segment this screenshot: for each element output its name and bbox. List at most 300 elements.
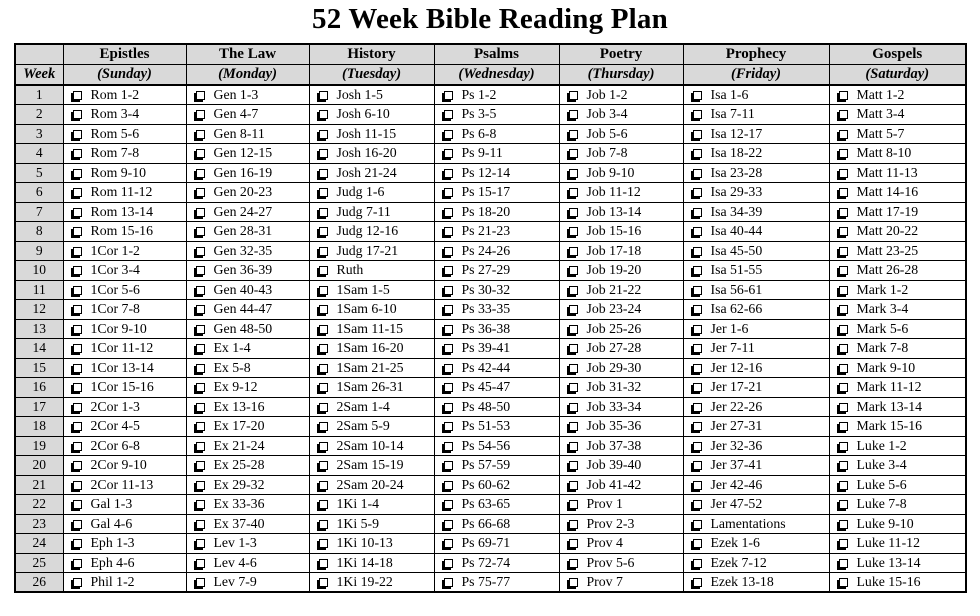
checkbox-icon[interactable] <box>73 403 82 412</box>
checkbox-icon[interactable] <box>693 442 702 451</box>
checkbox-icon[interactable] <box>839 461 848 470</box>
checkbox-icon[interactable] <box>839 344 848 353</box>
checkbox-icon[interactable] <box>839 422 848 431</box>
checkbox-icon[interactable] <box>196 208 205 217</box>
checkbox-icon[interactable] <box>569 481 578 490</box>
table-row <box>15 573 966 593</box>
checkbox-icon[interactable] <box>196 130 205 139</box>
reading-label: Gen 28-31 <box>213 223 273 239</box>
checkbox-icon[interactable] <box>693 227 702 236</box>
checkbox-icon[interactable] <box>196 481 205 490</box>
checkbox-icon[interactable] <box>693 520 702 529</box>
checkbox-icon[interactable] <box>569 364 578 373</box>
checkbox-icon[interactable] <box>444 539 453 548</box>
checkbox-icon[interactable] <box>693 539 702 548</box>
checkbox-icon[interactable] <box>693 578 702 587</box>
checkbox-icon[interactable] <box>73 325 82 334</box>
reading-cell-history <box>309 339 434 359</box>
checkbox-icon[interactable] <box>569 442 578 451</box>
checkbox-icon[interactable] <box>73 559 82 568</box>
reading-cell-gospels <box>829 300 966 320</box>
checkbox-icon[interactable] <box>569 227 578 236</box>
week-number: 20 <box>15 456 63 476</box>
checkbox-icon[interactable] <box>693 325 702 334</box>
reading-label: Luke 15-16 <box>856 574 921 589</box>
reading-label: Gen 40-43 <box>213 281 273 297</box>
checkbox-icon[interactable] <box>693 130 702 139</box>
checkbox-icon[interactable] <box>569 383 578 392</box>
table-row <box>15 144 966 164</box>
checkbox-icon[interactable] <box>196 169 205 178</box>
reading-label: Gen 16-19 <box>213 164 273 180</box>
checkbox-icon[interactable] <box>196 247 205 256</box>
reading-label: Ps 24-26 <box>461 242 511 258</box>
checkbox-icon[interactable] <box>444 149 453 158</box>
checkbox-icon[interactable] <box>73 305 82 314</box>
reading-label: Job 21-22 <box>586 281 642 297</box>
reading-cell-gospels <box>829 241 966 261</box>
reading-label: Lamentations <box>710 515 786 531</box>
reading-label: Mark 11-12 <box>856 379 922 395</box>
checkbox-icon[interactable] <box>319 247 328 256</box>
checkbox-icon[interactable] <box>444 500 453 509</box>
reading-label: Rom 7-8 <box>90 145 140 161</box>
checkbox-icon[interactable] <box>444 442 453 451</box>
reading-label: Gen 24-27 <box>213 203 273 219</box>
checkbox-icon[interactable] <box>569 500 578 509</box>
checkbox-icon[interactable] <box>569 422 578 431</box>
checkbox-icon[interactable] <box>839 110 848 119</box>
column-header-psalms: Psalms <box>434 44 559 64</box>
reading-cell-prophecy <box>683 300 829 320</box>
reading-label: Ps 30-32 <box>461 281 511 297</box>
reading-label: Rom 15-16 <box>90 223 153 239</box>
checkbox-icon[interactable] <box>839 403 848 412</box>
checkbox-icon[interactable] <box>73 169 82 178</box>
reading-cell-psalms <box>434 300 559 320</box>
reading-cell-law <box>186 436 309 456</box>
reading-label: Matt 26-28 <box>856 262 919 278</box>
checkbox-icon[interactable] <box>319 227 328 236</box>
reading-cell-law <box>186 475 309 495</box>
checkbox-icon[interactable] <box>839 188 848 197</box>
checkbox-icon[interactable] <box>319 403 328 412</box>
reading-label: Mark 15-16 <box>856 418 923 434</box>
reading-label: Ps 45-47 <box>461 379 511 395</box>
reading-label: 1Cor 13-14 <box>90 359 154 375</box>
checkbox-icon[interactable] <box>839 91 848 100</box>
checkbox-icon[interactable] <box>693 403 702 412</box>
reading-label: Luke 11-12 <box>856 535 920 551</box>
checkbox-icon[interactable] <box>693 286 702 295</box>
checkbox-icon[interactable] <box>319 286 328 295</box>
checkbox-icon[interactable] <box>693 461 702 470</box>
checkbox-icon[interactable] <box>693 559 702 568</box>
reading-label: Isa 34-39 <box>710 203 763 219</box>
checkbox-icon[interactable] <box>693 247 702 256</box>
checkbox-icon[interactable] <box>839 149 848 158</box>
day-header-wednesday: (Wednesday) <box>434 64 559 85</box>
checkbox-icon[interactable] <box>196 110 205 119</box>
checkbox-icon[interactable] <box>319 91 328 100</box>
reading-cell-law <box>186 105 309 125</box>
checkbox-icon[interactable] <box>319 149 328 158</box>
checkbox-icon[interactable] <box>569 578 578 587</box>
checkbox-icon[interactable] <box>569 169 578 178</box>
table-row <box>15 280 966 300</box>
checkbox-icon[interactable] <box>444 383 453 392</box>
table-row <box>15 436 966 456</box>
checkbox-icon[interactable] <box>839 169 848 178</box>
reading-label: Luke 7-8 <box>856 496 907 512</box>
reading-label: 2Cor 11-13 <box>90 476 154 492</box>
checkbox-icon[interactable] <box>444 110 453 119</box>
reading-cell-law <box>186 456 309 476</box>
checkbox-icon[interactable] <box>319 442 328 451</box>
checkbox-icon[interactable] <box>839 227 848 236</box>
checkbox-icon[interactable] <box>73 578 82 587</box>
checkbox-icon[interactable] <box>73 500 82 509</box>
reading-label: Job 37-38 <box>586 437 642 453</box>
reading-label: Isa 18-22 <box>710 145 763 161</box>
checkbox-icon[interactable] <box>839 266 848 275</box>
reading-cell-epistles <box>63 85 186 105</box>
reading-label: Matt 5-7 <box>856 125 905 141</box>
checkbox-icon[interactable] <box>693 481 702 490</box>
checkbox-icon[interactable] <box>693 364 702 373</box>
checkbox-icon[interactable] <box>444 91 453 100</box>
reading-label: Ex 5-8 <box>213 359 251 375</box>
reading-label: Job 11-12 <box>586 184 641 200</box>
checkbox-icon[interactable] <box>319 461 328 470</box>
reading-cell-psalms <box>434 105 559 125</box>
checkbox-icon[interactable] <box>196 539 205 548</box>
checkbox-icon[interactable] <box>444 130 453 139</box>
checkbox-icon[interactable] <box>693 422 702 431</box>
checkbox-icon[interactable] <box>73 266 82 275</box>
checkbox-icon[interactable] <box>319 559 328 568</box>
checkbox-icon[interactable] <box>196 578 205 587</box>
reading-cell-prophecy <box>683 222 829 242</box>
checkbox-icon[interactable] <box>693 110 702 119</box>
checkbox-icon[interactable] <box>693 208 702 217</box>
checkbox-icon[interactable] <box>569 91 578 100</box>
reading-label: Isa 12-17 <box>710 125 763 141</box>
day-header-saturday: (Saturday) <box>829 64 966 85</box>
checkbox-icon[interactable] <box>319 383 328 392</box>
reading-cell-poetry <box>559 241 683 261</box>
checkbox-icon[interactable] <box>839 481 848 490</box>
column-header-gospels: Gospels <box>829 44 966 64</box>
checkbox-icon[interactable] <box>839 305 848 314</box>
reading-cell-history <box>309 222 434 242</box>
reading-label: Isa 29-33 <box>710 184 763 200</box>
checkbox-icon[interactable] <box>73 383 82 392</box>
checkbox-icon[interactable] <box>839 383 848 392</box>
checkbox-icon[interactable] <box>569 286 578 295</box>
week-number: 17 <box>15 397 63 417</box>
checkbox-icon[interactable] <box>196 149 205 158</box>
checkbox-icon[interactable] <box>444 520 453 529</box>
reading-label: 1Cor 7-8 <box>90 301 140 317</box>
reading-cell-gospels <box>829 183 966 203</box>
checkbox-icon[interactable] <box>319 325 328 334</box>
reading-label: Jer 27-31 <box>710 418 763 434</box>
checkbox-icon[interactable] <box>319 539 328 548</box>
reading-cell-history <box>309 534 434 554</box>
reading-cell-epistles <box>63 456 186 476</box>
reading-cell-poetry <box>559 514 683 534</box>
reading-cell-psalms <box>434 553 559 573</box>
checkbox-icon[interactable] <box>839 247 848 256</box>
checkbox-icon[interactable] <box>319 188 328 197</box>
checkbox-icon[interactable] <box>839 520 848 529</box>
reading-label: Job 9-10 <box>586 164 635 180</box>
checkbox-icon[interactable] <box>73 149 82 158</box>
checkbox-icon[interactable] <box>444 403 453 412</box>
checkbox-icon[interactable] <box>196 383 205 392</box>
checkbox-icon[interactable] <box>693 383 702 392</box>
reading-cell-psalms <box>434 85 559 105</box>
table-row <box>15 183 966 203</box>
reading-label: Ex 33-36 <box>213 496 265 512</box>
checkbox-icon[interactable] <box>319 364 328 373</box>
checkbox-icon[interactable] <box>693 188 702 197</box>
checkbox-icon[interactable] <box>444 344 453 353</box>
checkbox-icon[interactable] <box>73 539 82 548</box>
reading-cell-epistles <box>63 105 186 125</box>
checkbox-icon[interactable] <box>569 247 578 256</box>
checkbox-icon[interactable] <box>73 481 82 490</box>
page-title: 52 Week Bible Reading Plan <box>312 3 668 35</box>
checkbox-icon[interactable] <box>444 578 453 587</box>
reading-cell-gospels <box>829 163 966 183</box>
checkbox-icon[interactable] <box>444 227 453 236</box>
checkbox-icon[interactable] <box>569 130 578 139</box>
checkbox-icon[interactable] <box>73 442 82 451</box>
checkbox-icon[interactable] <box>444 188 453 197</box>
checkbox-icon[interactable] <box>569 325 578 334</box>
reading-label: 1Ki 19-22 <box>336 574 393 589</box>
checkbox-icon[interactable] <box>569 305 578 314</box>
reading-cell-epistles <box>63 534 186 554</box>
checkbox-icon[interactable] <box>196 559 205 568</box>
reading-cell-prophecy <box>683 495 829 515</box>
checkbox-icon[interactable] <box>444 208 453 217</box>
checkbox-icon[interactable] <box>196 461 205 470</box>
checkbox-icon[interactable] <box>73 208 82 217</box>
reading-label: Eph 4-6 <box>90 554 135 570</box>
checkbox-icon[interactable] <box>73 461 82 470</box>
checkbox-icon[interactable] <box>73 130 82 139</box>
checkbox-icon[interactable] <box>839 539 848 548</box>
reading-label: 2Sam 1-4 <box>336 398 390 414</box>
checkbox-icon[interactable] <box>444 481 453 490</box>
checkbox-icon[interactable] <box>444 305 453 314</box>
checkbox-icon[interactable] <box>569 539 578 548</box>
checkbox-icon[interactable] <box>73 344 82 353</box>
checkbox-icon[interactable] <box>196 520 205 529</box>
reading-label: Matt 8-10 <box>856 145 912 161</box>
column-header-history: History <box>309 44 434 64</box>
checkbox-icon[interactable] <box>444 286 453 295</box>
checkbox-icon[interactable] <box>319 110 328 119</box>
reading-label: 1Sam 21-25 <box>336 359 404 375</box>
checkbox-icon[interactable] <box>319 130 328 139</box>
reading-label: Rom 9-10 <box>90 164 147 180</box>
week-number: 2 <box>15 105 63 125</box>
column-header-epistles: Epistles <box>63 44 186 64</box>
checkbox-icon[interactable] <box>693 169 702 178</box>
checkbox-icon[interactable] <box>196 188 205 197</box>
week-number: 4 <box>15 144 63 164</box>
checkbox-icon[interactable] <box>839 578 848 587</box>
checkbox-icon[interactable] <box>319 578 328 587</box>
checkbox-icon[interactable] <box>569 520 578 529</box>
checkbox-icon[interactable] <box>839 286 848 295</box>
week-number: 21 <box>15 475 63 495</box>
checkbox-icon[interactable] <box>196 266 205 275</box>
checkbox-icon[interactable] <box>319 500 328 509</box>
checkbox-icon[interactable] <box>196 364 205 373</box>
checkbox-icon[interactable] <box>444 461 453 470</box>
reading-label: Isa 23-28 <box>710 164 763 180</box>
checkbox-icon[interactable] <box>319 422 328 431</box>
reading-label: 2Cor 9-10 <box>90 457 147 473</box>
checkbox-icon[interactable] <box>73 286 82 295</box>
reading-cell-prophecy <box>683 534 829 554</box>
checkbox-icon[interactable] <box>196 91 205 100</box>
checkbox-icon[interactable] <box>569 188 578 197</box>
checkbox-icon[interactable] <box>196 344 205 353</box>
reading-cell-prophecy <box>683 553 829 573</box>
checkbox-icon[interactable] <box>569 208 578 217</box>
reading-cell-gospels <box>829 319 966 339</box>
reading-label: Ex 13-16 <box>213 398 265 414</box>
reading-cell-history <box>309 475 434 495</box>
reading-label: Job 35-36 <box>586 418 642 434</box>
checkbox-icon[interactable] <box>73 227 82 236</box>
checkbox-icon[interactable] <box>839 130 848 139</box>
checkbox-icon[interactable] <box>196 227 205 236</box>
checkbox-icon[interactable] <box>693 91 702 100</box>
checkbox-icon[interactable] <box>839 325 848 334</box>
reading-label: Isa 40-44 <box>710 223 763 239</box>
reading-label: Ps 36-38 <box>461 320 511 336</box>
checkbox-icon[interactable] <box>444 364 453 373</box>
reading-cell-history <box>309 280 434 300</box>
checkbox-icon[interactable] <box>73 520 82 529</box>
checkbox-icon[interactable] <box>444 422 453 431</box>
week-number: 12 <box>15 300 63 320</box>
checkbox-icon[interactable] <box>319 266 328 275</box>
checkbox-icon[interactable] <box>693 500 702 509</box>
reading-cell-prophecy <box>683 85 829 105</box>
checkbox-icon[interactable] <box>196 500 205 509</box>
checkbox-icon[interactable] <box>444 325 453 334</box>
checkbox-icon[interactable] <box>319 169 328 178</box>
reading-label: Gen 4-7 <box>213 106 259 122</box>
checkbox-icon[interactable] <box>569 266 578 275</box>
checkbox-icon[interactable] <box>839 208 848 217</box>
reading-label: Luke 3-4 <box>856 457 907 473</box>
reading-label: Ezek 7-12 <box>710 554 767 570</box>
reading-label: 2Cor 4-5 <box>90 418 140 434</box>
checkbox-icon[interactable] <box>839 364 848 373</box>
reading-cell-gospels <box>829 358 966 378</box>
checkbox-icon[interactable] <box>319 344 328 353</box>
checkbox-icon[interactable] <box>569 110 578 119</box>
reading-label: Ps 39-41 <box>461 340 511 356</box>
reading-label: Rom 13-14 <box>90 203 153 219</box>
checkbox-icon[interactable] <box>196 325 205 334</box>
reading-cell-history <box>309 378 434 398</box>
checkbox-icon[interactable] <box>693 305 702 314</box>
checkbox-icon[interactable] <box>319 481 328 490</box>
checkbox-icon[interactable] <box>444 247 453 256</box>
checkbox-icon[interactable] <box>569 403 578 412</box>
reading-cell-gospels <box>829 85 966 105</box>
checkbox-icon[interactable] <box>693 149 702 158</box>
checkbox-icon[interactable] <box>319 208 328 217</box>
reading-cell-prophecy <box>683 378 829 398</box>
reading-label: 1Cor 1-2 <box>90 242 140 258</box>
checkbox-icon[interactable] <box>73 188 82 197</box>
reading-cell-epistles <box>63 339 186 359</box>
reading-label: Ex 29-32 <box>213 476 265 492</box>
checkbox-icon[interactable] <box>569 149 578 158</box>
reading-label: Luke 1-2 <box>856 437 907 453</box>
checkbox-icon[interactable] <box>444 559 453 568</box>
checkbox-icon[interactable] <box>73 91 82 100</box>
reading-cell-history <box>309 436 434 456</box>
checkbox-icon[interactable] <box>73 110 82 119</box>
checkbox-icon[interactable] <box>569 461 578 470</box>
reading-cell-gospels <box>829 397 966 417</box>
checkbox-icon[interactable] <box>444 169 453 178</box>
checkbox-icon[interactable] <box>196 286 205 295</box>
checkbox-icon[interactable] <box>569 559 578 568</box>
table-row <box>15 202 966 222</box>
checkbox-icon[interactable] <box>319 305 328 314</box>
reading-label: Job 7-8 <box>586 145 628 161</box>
checkbox-icon[interactable] <box>569 344 578 353</box>
reading-label: 1Ki 5-9 <box>336 515 380 531</box>
reading-cell-prophecy <box>683 261 829 281</box>
reading-label: Matt 1-2 <box>856 87 905 102</box>
checkbox-icon[interactable] <box>73 247 82 256</box>
reading-cell-epistles <box>63 280 186 300</box>
checkbox-icon[interactable] <box>319 520 328 529</box>
reading-cell-gospels <box>829 475 966 495</box>
reading-label: Josh 6-10 <box>336 106 390 122</box>
checkbox-icon[interactable] <box>73 364 82 373</box>
checkbox-icon[interactable] <box>693 344 702 353</box>
reading-cell-law <box>186 300 309 320</box>
checkbox-icon[interactable] <box>839 500 848 509</box>
reading-cell-poetry <box>559 534 683 554</box>
checkbox-icon[interactable] <box>196 422 205 431</box>
checkbox-icon[interactable] <box>839 442 848 451</box>
checkbox-icon[interactable] <box>839 559 848 568</box>
reading-cell-law <box>186 280 309 300</box>
checkbox-icon[interactable] <box>444 266 453 275</box>
checkbox-icon[interactable] <box>196 442 205 451</box>
checkbox-icon[interactable] <box>196 403 205 412</box>
checkbox-icon[interactable] <box>73 422 82 431</box>
checkbox-icon[interactable] <box>196 305 205 314</box>
checkbox-icon[interactable] <box>693 266 702 275</box>
